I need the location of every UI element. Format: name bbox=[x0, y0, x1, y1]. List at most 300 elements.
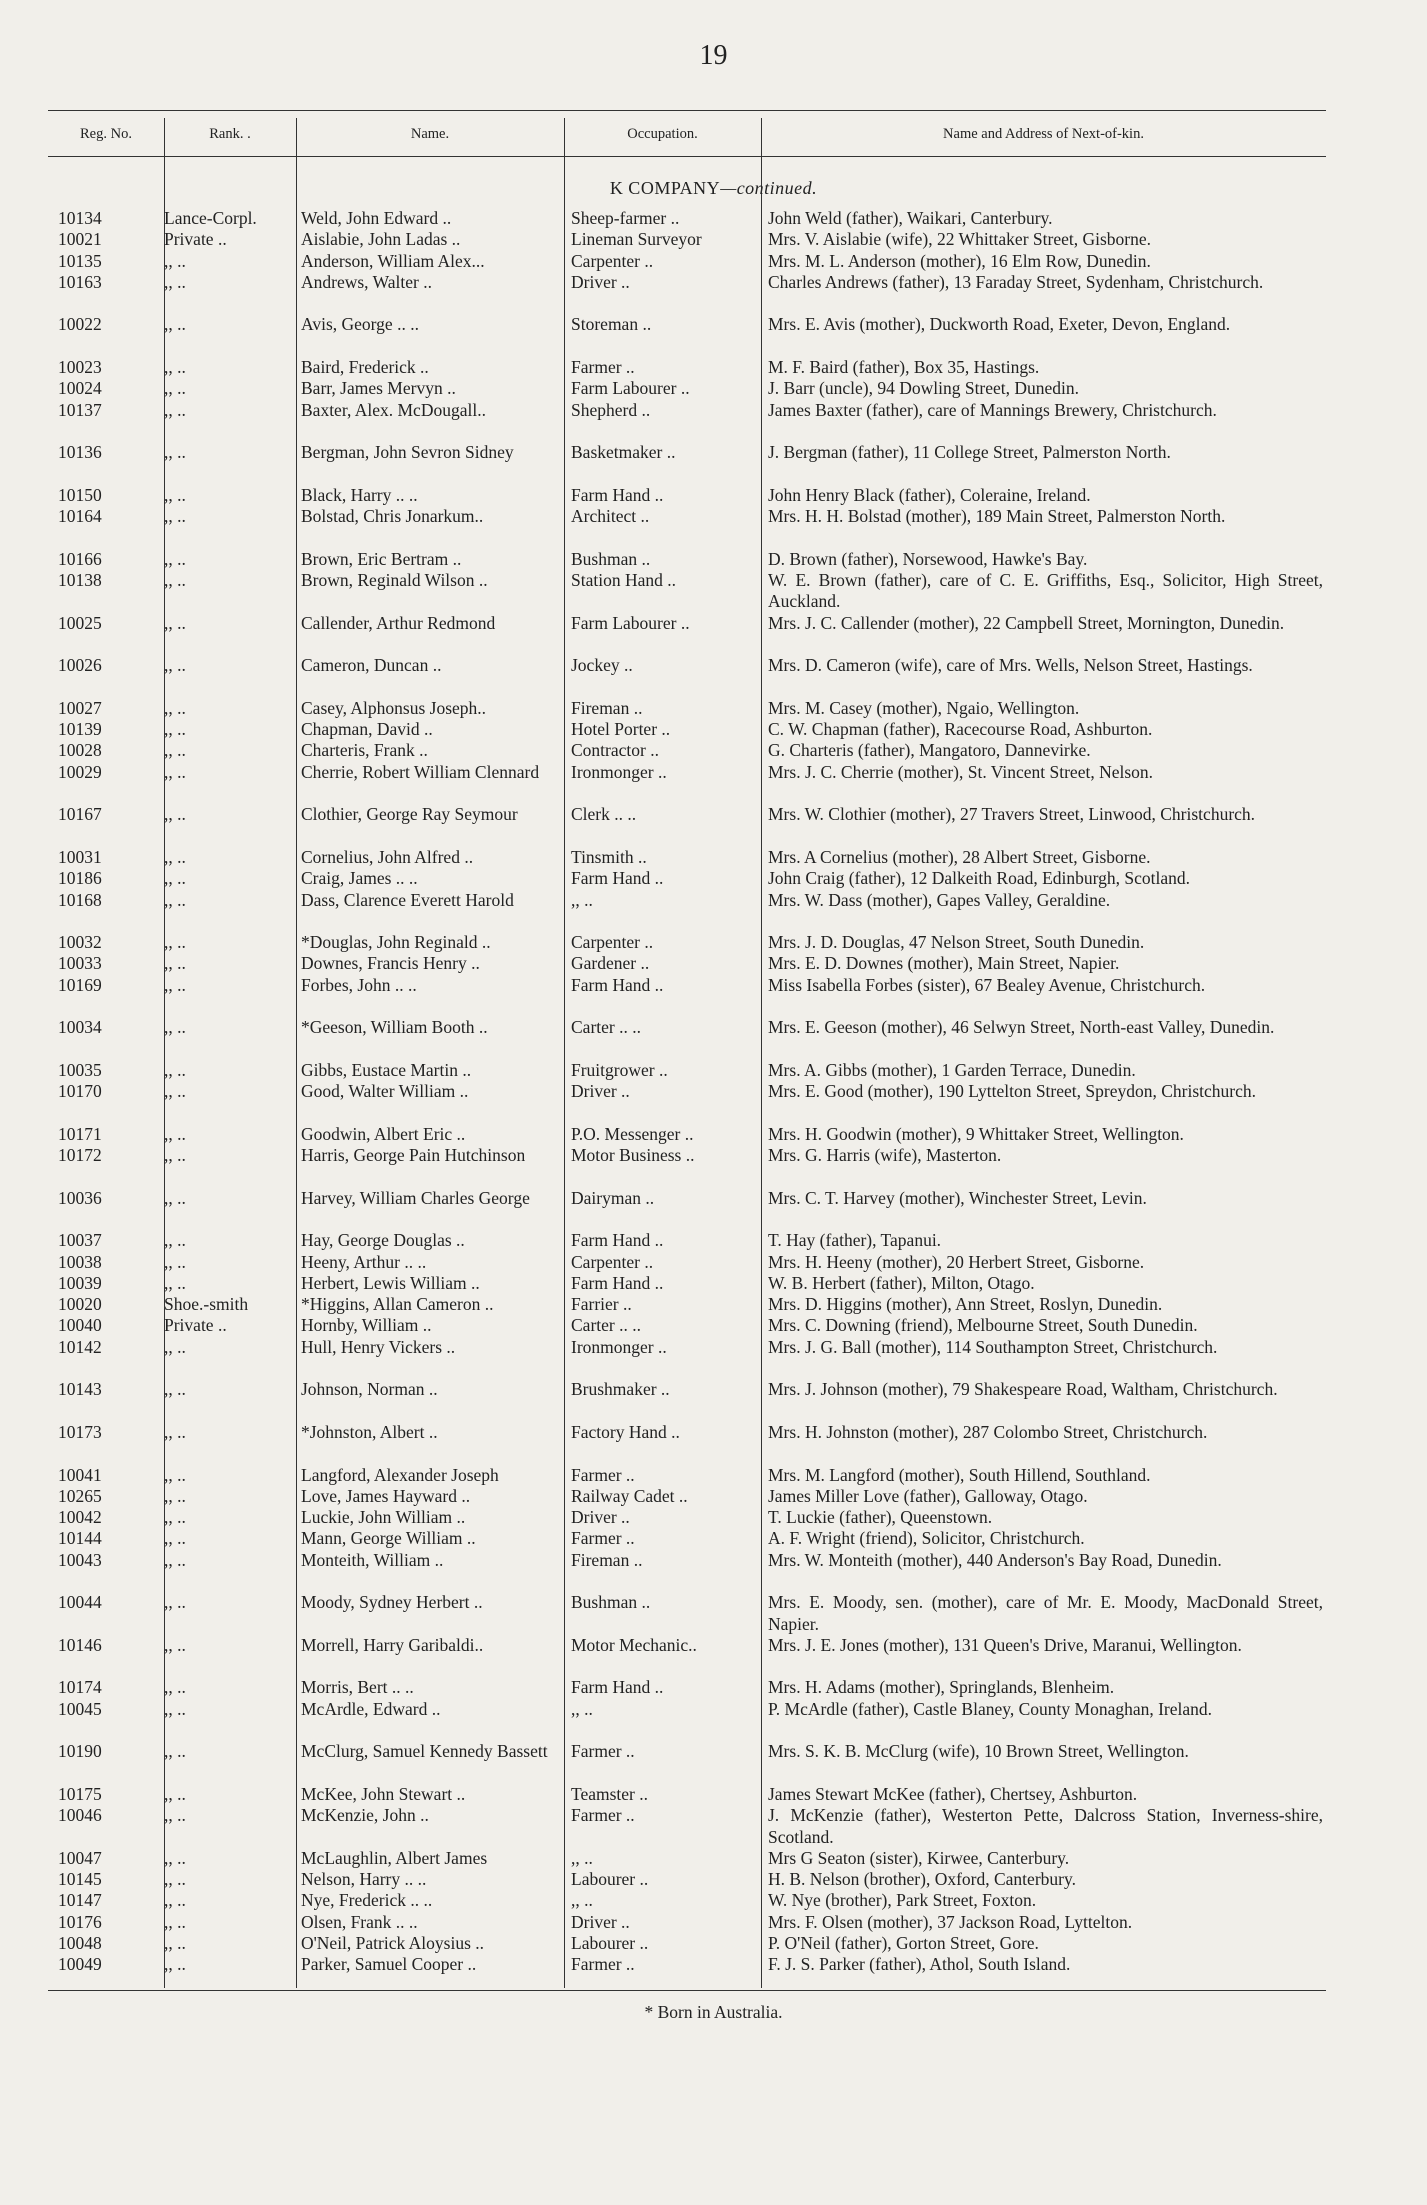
next-of-kin: Mrs. D. Higgins (mother), Ann Street, Roslyn, Dunedin. bbox=[768, 1294, 1163, 1315]
reg-number: 10163 bbox=[58, 271, 102, 292]
reg-number: 10190 bbox=[58, 1741, 102, 1762]
header-next-of-kin: Name and Address of Next-of-kin. bbox=[943, 126, 1144, 142]
rank: ,, .. bbox=[164, 1933, 186, 1954]
next-of-kin: Mrs. A. Gibbs (mother), 1 Garden Terrace, Dunedin. bbox=[768, 1059, 1136, 1080]
soldier-name: Craig, James .. .. bbox=[301, 868, 418, 889]
reg-number: 10171 bbox=[58, 1123, 102, 1144]
soldier-name: Downes, Francis Henry .. bbox=[301, 953, 480, 974]
soldier-name: Chapman, David .. bbox=[301, 719, 433, 740]
next-of-kin: Mrs. E. Avis (mother), Duckworth Road, Exeter, Devon, England. bbox=[768, 314, 1231, 335]
occupation: Labourer .. bbox=[571, 1933, 649, 1954]
soldier-name: Harvey, William Charles George bbox=[301, 1187, 530, 1208]
occupation: Basketmaker .. bbox=[571, 442, 676, 463]
reg-number: 10170 bbox=[58, 1081, 102, 1102]
table-row bbox=[48, 975, 1326, 1018]
next-of-kin: Mrs. M. Casey (mother), Ngaio, Wellington. bbox=[768, 697, 1080, 718]
table-row bbox=[48, 251, 1326, 272]
occupation: Tinsmith .. bbox=[571, 846, 647, 867]
soldier-name: Hull, Henry Vickers .. bbox=[301, 1336, 456, 1357]
soldier-name: Mann, George William .. bbox=[301, 1528, 476, 1549]
rank: ,, .. bbox=[164, 761, 186, 782]
occupation: ,, .. bbox=[571, 1847, 593, 1868]
soldier-name: Nelson, Harry .. .. bbox=[301, 1869, 427, 1890]
reg-number: 10134 bbox=[58, 208, 102, 228]
company-suffix: —continued. bbox=[720, 178, 818, 198]
reg-number: 10049 bbox=[58, 1954, 102, 1975]
reg-number: 10145 bbox=[58, 1869, 102, 1890]
reg-number: 10143 bbox=[58, 1379, 102, 1400]
reg-number: 10024 bbox=[58, 378, 102, 399]
occupation: Lineman Surveyor bbox=[571, 229, 702, 250]
next-of-kin: D. Brown (father), Norsewood, Hawke's Bay. bbox=[768, 548, 1088, 569]
occupation: Bushman .. bbox=[571, 1592, 651, 1613]
table-row bbox=[48, 953, 1326, 974]
reg-number: 10138 bbox=[58, 570, 102, 591]
soldier-name: *Douglas, John Reginald .. bbox=[301, 932, 491, 953]
occupation: Motor Mechanic.. bbox=[571, 1634, 697, 1655]
rank: ,, .. bbox=[164, 1145, 186, 1166]
table-row bbox=[48, 485, 1326, 506]
occupation: Farmer .. bbox=[571, 357, 635, 378]
soldier-name: Avis, George .. .. bbox=[301, 314, 419, 335]
reg-number: 10142 bbox=[58, 1336, 102, 1357]
rank: ,, .. bbox=[164, 1869, 186, 1890]
rank: ,, .. bbox=[164, 974, 186, 995]
soldier-name: Goodwin, Albert Eric .. bbox=[301, 1123, 466, 1144]
occupation: Carpenter .. bbox=[571, 250, 654, 271]
occupation: Farmer .. bbox=[571, 1954, 635, 1975]
table-row bbox=[48, 506, 1326, 549]
rank: ,, .. bbox=[164, 1677, 186, 1698]
reg-number: 10047 bbox=[58, 1847, 102, 1868]
rank: ,, .. bbox=[164, 399, 186, 420]
reg-number: 10028 bbox=[58, 740, 102, 761]
rank: ,, .. bbox=[164, 506, 186, 527]
occupation: ,, .. bbox=[571, 1698, 593, 1719]
occupation: Hotel Porter .. bbox=[571, 719, 671, 740]
next-of-kin: Mrs. J. G. Ball (mother), 114 Southampton Street, Christchurch. bbox=[768, 1336, 1218, 1357]
soldier-name: McKenzie, John .. bbox=[301, 1805, 429, 1826]
rank: ,, .. bbox=[164, 1336, 186, 1357]
rank: ,, .. bbox=[164, 1081, 186, 1102]
occupation: Ironmonger .. bbox=[571, 761, 667, 782]
soldier-name: Cherrie, Robert William Clennard bbox=[301, 761, 540, 782]
rank: ,, .. bbox=[164, 932, 186, 953]
next-of-kin: Mrs. G. Harris (wife), Masterton. bbox=[768, 1145, 1002, 1166]
reg-number: 10186 bbox=[58, 868, 102, 889]
table-row bbox=[48, 847, 1326, 868]
table-row bbox=[48, 378, 1326, 399]
occupation: Carter .. .. bbox=[571, 1315, 641, 1336]
table-bottom-rule bbox=[48, 1990, 1326, 1991]
reg-number: 10029 bbox=[58, 761, 102, 782]
reg-number: 10173 bbox=[58, 1421, 102, 1442]
next-of-kin: John Henry Black (father), Coleraine, Ireland. bbox=[768, 484, 1091, 505]
next-of-kin: H. B. Nelson (brother), Oxford, Canterbury. bbox=[768, 1869, 1076, 1890]
rank: ,, .. bbox=[164, 1251, 186, 1272]
occupation: Fruitgrower .. bbox=[571, 1059, 668, 1080]
soldier-name: Parker, Samuel Cooper .. bbox=[301, 1954, 477, 1975]
next-of-kin: Mrs. M. Langford (mother), South Hillend, Southland. bbox=[768, 1464, 1151, 1485]
table-row bbox=[48, 400, 1326, 443]
soldier-name: Cornelius, John Alfred .. bbox=[301, 846, 474, 867]
table-row bbox=[48, 1699, 1326, 1742]
occupation: Labourer .. bbox=[571, 1869, 649, 1890]
table-row bbox=[48, 613, 1326, 656]
reg-number: 10020 bbox=[58, 1294, 102, 1315]
next-of-kin: John Craig (father), 12 Dalkeith Road, Edinburgh, Scotland. bbox=[768, 868, 1191, 889]
soldier-name: Heeny, Arthur .. .. bbox=[301, 1251, 427, 1272]
header-bottom-rule bbox=[48, 156, 1326, 157]
occupation: Architect .. bbox=[571, 506, 650, 527]
rank: ,, .. bbox=[164, 1805, 186, 1826]
next-of-kin: Miss Isabella Forbes (sister), 67 Bealey Avenue, Christchurch. bbox=[768, 974, 1206, 995]
reg-number: 10032 bbox=[58, 932, 102, 953]
rank: Shoe.-smith bbox=[164, 1294, 249, 1315]
table-row bbox=[48, 868, 1326, 889]
table-row bbox=[48, 442, 1326, 485]
occupation: Farm Hand .. bbox=[571, 1272, 664, 1293]
rank: ,, .. bbox=[164, 548, 186, 569]
occupation: Ironmonger .. bbox=[571, 1336, 667, 1357]
soldier-name: Hay, George Douglas .. bbox=[301, 1230, 465, 1251]
occupation: Gardener .. bbox=[571, 953, 650, 974]
reg-number: 10045 bbox=[58, 1698, 102, 1719]
occupation: Motor Business .. bbox=[571, 1145, 695, 1166]
occupation: Farm Hand .. bbox=[571, 1677, 664, 1698]
next-of-kin: Mrs. V. Aislabie (wife), 22 Whittaker Street, Gisborne. bbox=[768, 229, 1151, 250]
soldier-name: Bolstad, Chris Jonarkum.. bbox=[301, 506, 484, 527]
occupation: Fireman .. bbox=[571, 697, 643, 718]
soldier-name: O'Neil, Patrick Aloysius .. bbox=[301, 1933, 485, 1954]
rank: ,, .. bbox=[164, 1017, 186, 1038]
occupation: Driver .. bbox=[571, 1081, 630, 1102]
table-row bbox=[48, 1507, 1326, 1528]
soldier-name: Langford, Alexander Joseph bbox=[301, 1464, 499, 1485]
rank: ,, .. bbox=[164, 314, 186, 335]
occupation: Clerk .. .. bbox=[571, 804, 637, 825]
reg-number: 10035 bbox=[58, 1059, 102, 1080]
table-row bbox=[48, 1954, 1326, 1975]
occupation: Carpenter .. bbox=[571, 1251, 654, 1272]
next-of-kin: Mrs. C. Downing (friend), Melbourne Street, South Dunedin. bbox=[768, 1315, 1198, 1336]
header-name: Name. bbox=[410, 126, 450, 142]
rank: ,, .. bbox=[164, 719, 186, 740]
rank: ,, .. bbox=[164, 697, 186, 718]
next-of-kin: J. Barr (uncle), 94 Dowling Street, Dunedin. bbox=[768, 378, 1080, 399]
reg-number: 10169 bbox=[58, 974, 102, 995]
occupation: Farm Hand .. bbox=[571, 1230, 664, 1251]
reg-number: 10176 bbox=[58, 1911, 102, 1932]
rank: ,, .. bbox=[164, 1634, 186, 1655]
table-row bbox=[48, 1848, 1326, 1869]
reg-number: 10040 bbox=[58, 1315, 102, 1336]
table-row bbox=[48, 1379, 1326, 1422]
next-of-kin: Mrs. E. D. Downes (mother), Main Street, Napier. bbox=[768, 953, 1120, 974]
rank: ,, .. bbox=[164, 1123, 186, 1144]
header-rank: Rank. . bbox=[209, 126, 251, 142]
rank: ,, .. bbox=[164, 953, 186, 974]
rank: Private .. bbox=[164, 229, 227, 250]
table-row bbox=[48, 890, 1326, 933]
next-of-kin: Mrs. E. Geeson (mother), 46 Selwyn Street, North-east Valley, Dunedin. bbox=[768, 1017, 1275, 1038]
table-row bbox=[48, 1677, 1326, 1698]
table-row bbox=[48, 570, 1326, 613]
next-of-kin: Mrs. H. Adams (mother), Springlands, Blenheim. bbox=[768, 1677, 1115, 1698]
occupation: Bushman .. bbox=[571, 548, 651, 569]
soldier-name: Anderson, William Alex... bbox=[301, 250, 485, 271]
table-row bbox=[48, 1635, 1326, 1678]
rank: ,, .. bbox=[164, 846, 186, 867]
next-of-kin: W. B. Herbert (father), Milton, Otago. bbox=[768, 1272, 1035, 1293]
table-row bbox=[48, 1869, 1326, 1890]
occupation: Farmer .. bbox=[571, 1741, 635, 1762]
rank: ,, .. bbox=[164, 1890, 186, 1911]
occupation: Teamster .. bbox=[571, 1783, 649, 1804]
table-row bbox=[48, 719, 1326, 740]
reg-number: 10036 bbox=[58, 1187, 102, 1208]
occupation: ,, .. bbox=[571, 889, 593, 910]
rank: ,, .. bbox=[164, 868, 186, 889]
table-row bbox=[48, 208, 1326, 229]
reg-number: 10025 bbox=[58, 612, 102, 633]
rank: ,, .. bbox=[164, 740, 186, 761]
table-row bbox=[48, 1465, 1326, 1486]
soldier-name: Moody, Sydney Herbert .. bbox=[301, 1592, 483, 1613]
soldier-name: Charteris, Frank .. bbox=[301, 740, 428, 761]
soldier-name: Callender, Arthur Redmond bbox=[301, 612, 496, 633]
next-of-kin: Charles Andrews (father), 13 Faraday Street, Sydenham, Christchurch. bbox=[768, 271, 1264, 292]
reg-number: 10144 bbox=[58, 1528, 102, 1549]
occupation: Carpenter .. bbox=[571, 932, 654, 953]
soldier-name: Brown, Reginald Wilson .. bbox=[301, 570, 488, 591]
rank: ,, .. bbox=[164, 1464, 186, 1485]
soldier-name: Baird, Frederick .. bbox=[301, 357, 429, 378]
rank: ,, .. bbox=[164, 1507, 186, 1528]
next-of-kin: Mrs. D. Cameron (wife), care of Mrs. Wells, Nelson Street, Hastings. bbox=[768, 655, 1253, 676]
next-of-kin: G. Charteris (father), Mangatoro, Dannevirke. bbox=[768, 740, 1091, 761]
occupation: Driver .. bbox=[571, 1911, 630, 1932]
table-row bbox=[48, 762, 1326, 805]
table-row bbox=[48, 1230, 1326, 1251]
table-row bbox=[48, 1528, 1326, 1549]
reg-number: 10021 bbox=[58, 229, 102, 250]
header-reg-no: Reg. No. bbox=[80, 126, 132, 142]
rank: ,, .. bbox=[164, 1485, 186, 1506]
reg-number: 10033 bbox=[58, 953, 102, 974]
next-of-kin: C. W. Chapman (father), Racecourse Road, Ashburton. bbox=[768, 719, 1153, 740]
reg-number: 10034 bbox=[58, 1017, 102, 1038]
occupation: Storeman .. bbox=[571, 314, 652, 335]
reg-number: 10137 bbox=[58, 399, 102, 420]
rank: ,, .. bbox=[164, 250, 186, 271]
reg-number: 10150 bbox=[58, 484, 102, 505]
table-row bbox=[48, 1912, 1326, 1933]
soldier-name: Harris, George Pain Hutchinson bbox=[301, 1145, 526, 1166]
next-of-kin: James Stewart McKee (father), Chertsey, Ashburton. bbox=[768, 1783, 1138, 1804]
soldier-name: Forbes, John .. .. bbox=[301, 974, 417, 995]
rank: ,, .. bbox=[164, 484, 186, 505]
soldier-name: McLaughlin, Albert James bbox=[301, 1847, 488, 1868]
reg-number: 10037 bbox=[58, 1230, 102, 1251]
next-of-kin: Mrs. F. Olsen (mother), 37 Jackson Road, Lyttelton. bbox=[768, 1911, 1133, 1932]
soldier-name: Morrell, Harry Garibaldi.. bbox=[301, 1634, 484, 1655]
table-row bbox=[48, 1592, 1326, 1635]
next-of-kin: M. F. Baird (father), Box 35, Hastings. bbox=[768, 357, 1040, 378]
next-of-kin: Mrs. W. Clothier (mother), 27 Travers Street, Linwood, Christchurch. bbox=[768, 804, 1256, 825]
occupation: Station Hand .. bbox=[571, 570, 676, 591]
reg-number: 10172 bbox=[58, 1145, 102, 1166]
reg-number: 10031 bbox=[58, 846, 102, 867]
soldier-name: McClurg, Samuel Kennedy Bassett bbox=[301, 1741, 548, 1762]
next-of-kin: Mrs. J. Johnson (mother), 79 Shakespeare Road, Waltham, Christchurch. bbox=[768, 1379, 1278, 1400]
table-header bbox=[48, 116, 1326, 156]
occupation: P.O. Messenger .. bbox=[571, 1123, 694, 1144]
next-of-kin: J. Bergman (father), 11 College Street, Palmerston North. bbox=[768, 442, 1171, 463]
table-row bbox=[48, 1294, 1326, 1315]
soldier-name: Andrews, Walter .. bbox=[301, 271, 432, 292]
rank: ,, .. bbox=[164, 1379, 186, 1400]
reg-number: 10146 bbox=[58, 1634, 102, 1655]
company-title: K COMPANY bbox=[609, 178, 721, 198]
occupation: Farrier .. bbox=[571, 1294, 632, 1315]
occupation: Sheep-farmer .. bbox=[571, 208, 680, 228]
roll-table bbox=[48, 208, 1326, 1976]
header-occupation: Occupation. bbox=[627, 126, 698, 142]
occupation: Farm Labourer .. bbox=[571, 612, 690, 633]
occupation: Carter .. .. bbox=[571, 1017, 641, 1038]
reg-number: 10038 bbox=[58, 1251, 102, 1272]
soldier-name: Clothier, George Ray Seymour bbox=[301, 804, 518, 825]
rank: ,, .. bbox=[164, 1911, 186, 1932]
occupation: Dairyman .. bbox=[571, 1187, 655, 1208]
table-row bbox=[48, 1805, 1326, 1848]
next-of-kin: Mrs. J. C. Callender (mother), 22 Campbell Street, Mornington, Dunedin. bbox=[768, 612, 1285, 633]
rank: ,, .. bbox=[164, 1272, 186, 1293]
next-of-kin: Mrs. H. Goodwin (mother), 9 Whittaker Street, Wellington. bbox=[768, 1123, 1184, 1144]
table-row bbox=[48, 655, 1326, 698]
reg-number: 10039 bbox=[58, 1272, 102, 1293]
next-of-kin: James Baxter (father), care of Mannings Brewery, Christchurch. bbox=[768, 399, 1217, 420]
table-row bbox=[48, 549, 1326, 570]
rank: ,, .. bbox=[164, 1187, 186, 1208]
rank: ,, .. bbox=[164, 1230, 186, 1251]
next-of-kin: Mrs. H. Heeny (mother), 20 Herbert Street, Gisborne. bbox=[768, 1251, 1145, 1272]
occupation: Farm Hand .. bbox=[571, 484, 664, 505]
reg-number: 10023 bbox=[58, 357, 102, 378]
table-row bbox=[48, 1890, 1326, 1911]
rank: ,, .. bbox=[164, 378, 186, 399]
rank: ,, .. bbox=[164, 357, 186, 378]
table-row bbox=[48, 1124, 1326, 1145]
next-of-kin: Mrs. W. Monteith (mother), 440 Anderson's Bay Road, Dunedin. bbox=[768, 1549, 1222, 1570]
soldier-name: Barr, James Mervyn .. bbox=[301, 378, 456, 399]
rank: ,, .. bbox=[164, 1783, 186, 1804]
next-of-kin: Mrs. E. Moody, sen. (mother), care of Mr. E. Moody, MacDonald Street, Napier. bbox=[768, 1592, 1323, 1634]
occupation: Railway Cadet .. bbox=[571, 1485, 688, 1506]
soldier-name: Brown, Eric Bertram .. bbox=[301, 548, 462, 569]
occupation: ,, .. bbox=[571, 1890, 593, 1911]
reg-number: 10135 bbox=[58, 250, 102, 271]
next-of-kin: Mrs. A Cornelius (mother), 28 Albert Street, Gisborne. bbox=[768, 846, 1151, 867]
next-of-kin: F. J. S. Parker (father), Athol, South Island. bbox=[768, 1954, 1071, 1975]
next-of-kin: T. Luckie (father), Queenstown. bbox=[768, 1507, 993, 1528]
rank: ,, .. bbox=[164, 570, 186, 591]
table-row bbox=[48, 314, 1326, 357]
soldier-name: Luckie, John William .. bbox=[301, 1507, 466, 1528]
table-row bbox=[48, 1933, 1326, 1954]
occupation: Farmer .. bbox=[571, 1805, 635, 1826]
reg-number: 10027 bbox=[58, 697, 102, 718]
soldier-name: Nye, Frederick .. .. bbox=[301, 1890, 433, 1911]
rank: ,, .. bbox=[164, 804, 186, 825]
occupation: Farm Hand .. bbox=[571, 974, 664, 995]
soldier-name: Gibbs, Eustace Martin .. bbox=[301, 1059, 472, 1080]
table-row bbox=[48, 1145, 1326, 1188]
table-row bbox=[48, 1081, 1326, 1124]
soldier-name: *Johnston, Albert .. bbox=[301, 1421, 438, 1442]
reg-number: 10044 bbox=[58, 1592, 102, 1613]
reg-number: 10167 bbox=[58, 804, 102, 825]
next-of-kin: Mrs. H. H. Bolstad (mother), 189 Main Street, Palmerston North. bbox=[768, 506, 1226, 527]
occupation: Farm Hand .. bbox=[571, 868, 664, 889]
table-row bbox=[48, 229, 1326, 250]
next-of-kin: Mrs G Seaton (sister), Kirwee, Canterbury. bbox=[768, 1847, 1070, 1868]
soldier-name: Baxter, Alex. McDougall.. bbox=[301, 399, 486, 420]
soldier-name: Bergman, John Sevron Sidney bbox=[301, 442, 514, 463]
page-number: 19 bbox=[699, 40, 728, 71]
next-of-kin: Mrs. J. E. Jones (mother), 131 Queen's Drive, Maranui, Wellington. bbox=[768, 1634, 1242, 1655]
soldier-name: Morris, Bert .. .. bbox=[301, 1677, 414, 1698]
table-row bbox=[48, 1188, 1326, 1231]
soldier-name: Good, Walter William .. bbox=[301, 1081, 469, 1102]
table-row bbox=[48, 1017, 1326, 1060]
soldier-name: *Higgins, Allan Cameron .. bbox=[301, 1294, 494, 1315]
table-row bbox=[48, 1784, 1326, 1805]
header-top-rule bbox=[48, 110, 1326, 111]
soldier-name: Weld, John Edward .. bbox=[301, 208, 452, 228]
reg-number: 10136 bbox=[58, 442, 102, 463]
next-of-kin: P. McArdle (father), Castle Blaney, County Monaghan, Ireland. bbox=[768, 1698, 1213, 1719]
reg-number: 10174 bbox=[58, 1677, 102, 1698]
soldier-name: Love, James Hayward .. bbox=[301, 1485, 471, 1506]
table-row bbox=[48, 698, 1326, 719]
rank: ,, .. bbox=[164, 1421, 186, 1442]
reg-number: 10265 bbox=[58, 1485, 102, 1506]
next-of-kin: Mrs. E. Good (mother), 190 Lyttelton Street, Spreydon, Christchurch. bbox=[768, 1081, 1256, 1102]
rank: ,, .. bbox=[164, 655, 186, 676]
reg-number: 10042 bbox=[58, 1507, 102, 1528]
table-row bbox=[48, 932, 1326, 953]
rank: ,, .. bbox=[164, 1549, 186, 1570]
table-row bbox=[48, 1273, 1326, 1294]
soldier-name: Johnson, Norman .. bbox=[301, 1379, 438, 1400]
occupation: Contractor .. bbox=[571, 740, 659, 761]
company-heading bbox=[0, 178, 1427, 199]
soldier-name: Monteith, William .. bbox=[301, 1549, 444, 1570]
soldier-name: Herbert, Lewis William .. bbox=[301, 1272, 480, 1293]
occupation: Brushmaker .. bbox=[571, 1379, 670, 1400]
reg-number: 10041 bbox=[58, 1464, 102, 1485]
soldier-name: Olsen, Frank .. .. bbox=[301, 1911, 418, 1932]
table-row bbox=[48, 1337, 1326, 1380]
table-row bbox=[48, 740, 1326, 761]
next-of-kin: Mrs. W. Dass (mother), Gapes Valley, Geraldine. bbox=[768, 889, 1111, 910]
next-of-kin: W. E. Brown (father), care of C. E. Griffiths, Esq., Solicitor, High Street, Auckland. bbox=[768, 570, 1323, 612]
soldier-name: Hornby, William .. bbox=[301, 1315, 432, 1336]
next-of-kin: John Weld (father), Waikari, Canterbury. bbox=[768, 208, 1053, 228]
occupation: Driver .. bbox=[571, 1507, 630, 1528]
